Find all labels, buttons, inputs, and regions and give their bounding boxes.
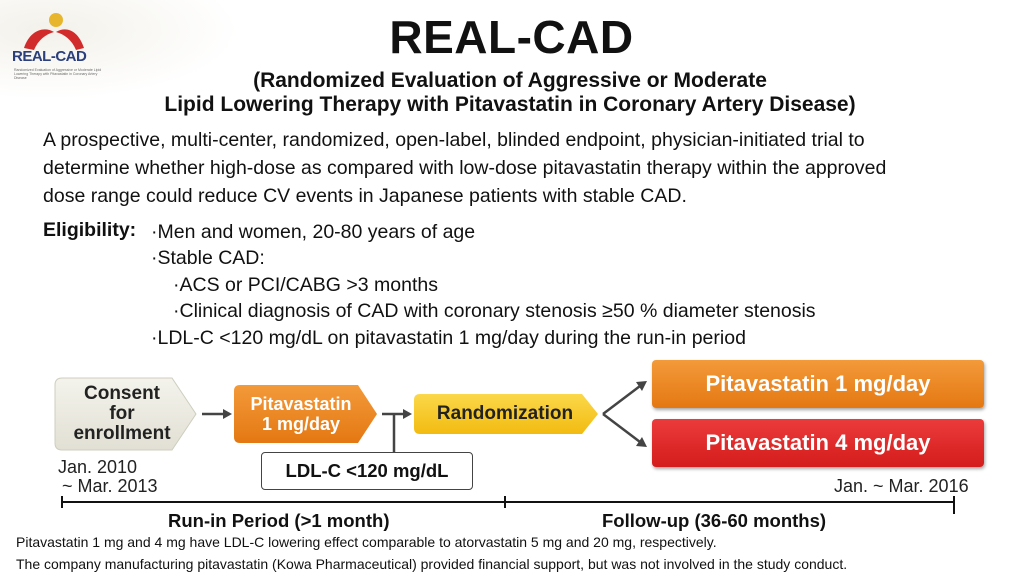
runin-drug-box: [235, 385, 367, 443]
runin-drug-line-1: Pitavastatin: [250, 394, 352, 414]
description-line-2: determine whether high-dose as compared with low-dose pitavastatin therapy within the approved: [43, 157, 887, 179]
arm-4mg-box: Pitavastatin 4 mg/day: [652, 419, 984, 467]
start-date-line-2: ~ Mar. 2013: [62, 476, 158, 496]
arrowhead-1mg: [636, 381, 647, 391]
arrow-to-4mg-arm: [603, 414, 640, 442]
arrowhead-runin: [223, 409, 232, 419]
consent-line-3: enrollment: [73, 423, 171, 444]
runin-period-label: Run-in Period (>1 month): [168, 510, 390, 531]
followup-period-label: Follow-up (36-60 months): [602, 510, 827, 531]
description-line-3: dose range could reduce CV events in Japanese patients with stable CAD.: [43, 185, 687, 207]
ldl-criterion-box: LDL-C <120 mg/dL: [261, 452, 473, 490]
consent-line-1: Consent: [84, 383, 160, 404]
start-date-line-1: Jan. 2010: [58, 457, 138, 477]
criterion-ldl: ·LDL-C <120 mg/dL on pitavastatin 1 mg/day during the run-in period: [151, 327, 746, 349]
arrow-to-1mg-arm: [603, 386, 640, 414]
footnote-equivalence: Pitavastatin 1 mg and 4 mg have LDL-C lowering effect comparable to atorvastatin 5 mg and 20 mg, respectively.: [16, 534, 717, 550]
logo-subtext: Randomized Evaluation of Aggressive or Moderate Lipid Lowering Therapy with Pitavastatin in Coronary Artery Disease: [14, 68, 102, 80]
subtitle-line-2: Lipid Lowering Therapy with Pitavastatin in Coronary Artery Disease): [164, 93, 856, 116]
arm-1mg-box: Pitavastatin 1 mg/day: [652, 360, 984, 408]
eligibility-label: Eligibility:: [43, 219, 137, 241]
footnote-funding: The company manufacturing pitavastatin (Kowa Pharmaceutical) provided financial support, but was not involved in the study conduct.: [16, 556, 848, 572]
criterion-age: ·Men and women, 20-80 years of age: [151, 221, 476, 243]
criterion-stenosis: ·Clinical diagnosis of CAD with coronary stenosis ≥50 % diameter stenosis: [173, 300, 816, 322]
criterion-acs-pci: ·ACS or PCI/CABG >3 months: [173, 274, 438, 296]
criterion-stable-cad: ·Stable CAD:: [151, 247, 265, 269]
randomization-box: Randomization: [436, 403, 574, 424]
end-date: Jan. ~ Mar. 2016: [834, 476, 969, 496]
consent-box: [57, 378, 187, 450]
consent-line-2: for: [109, 403, 135, 424]
logo-wordmark: REAL-CAD: [12, 48, 87, 65]
slide-title: REAL-CAD: [389, 11, 634, 63]
arrowhead-4mg: [636, 437, 647, 447]
arrowhead-randomization: [403, 409, 412, 419]
runin-drug-line-2: 1 mg/day: [261, 414, 340, 434]
subtitle-line-1: (Randomized Evaluation of Aggressive or Moderate: [253, 69, 767, 92]
description-line-1: A prospective, multi-center, randomized, open-label, blinded endpoint, physician-initiated trial to: [43, 129, 865, 151]
